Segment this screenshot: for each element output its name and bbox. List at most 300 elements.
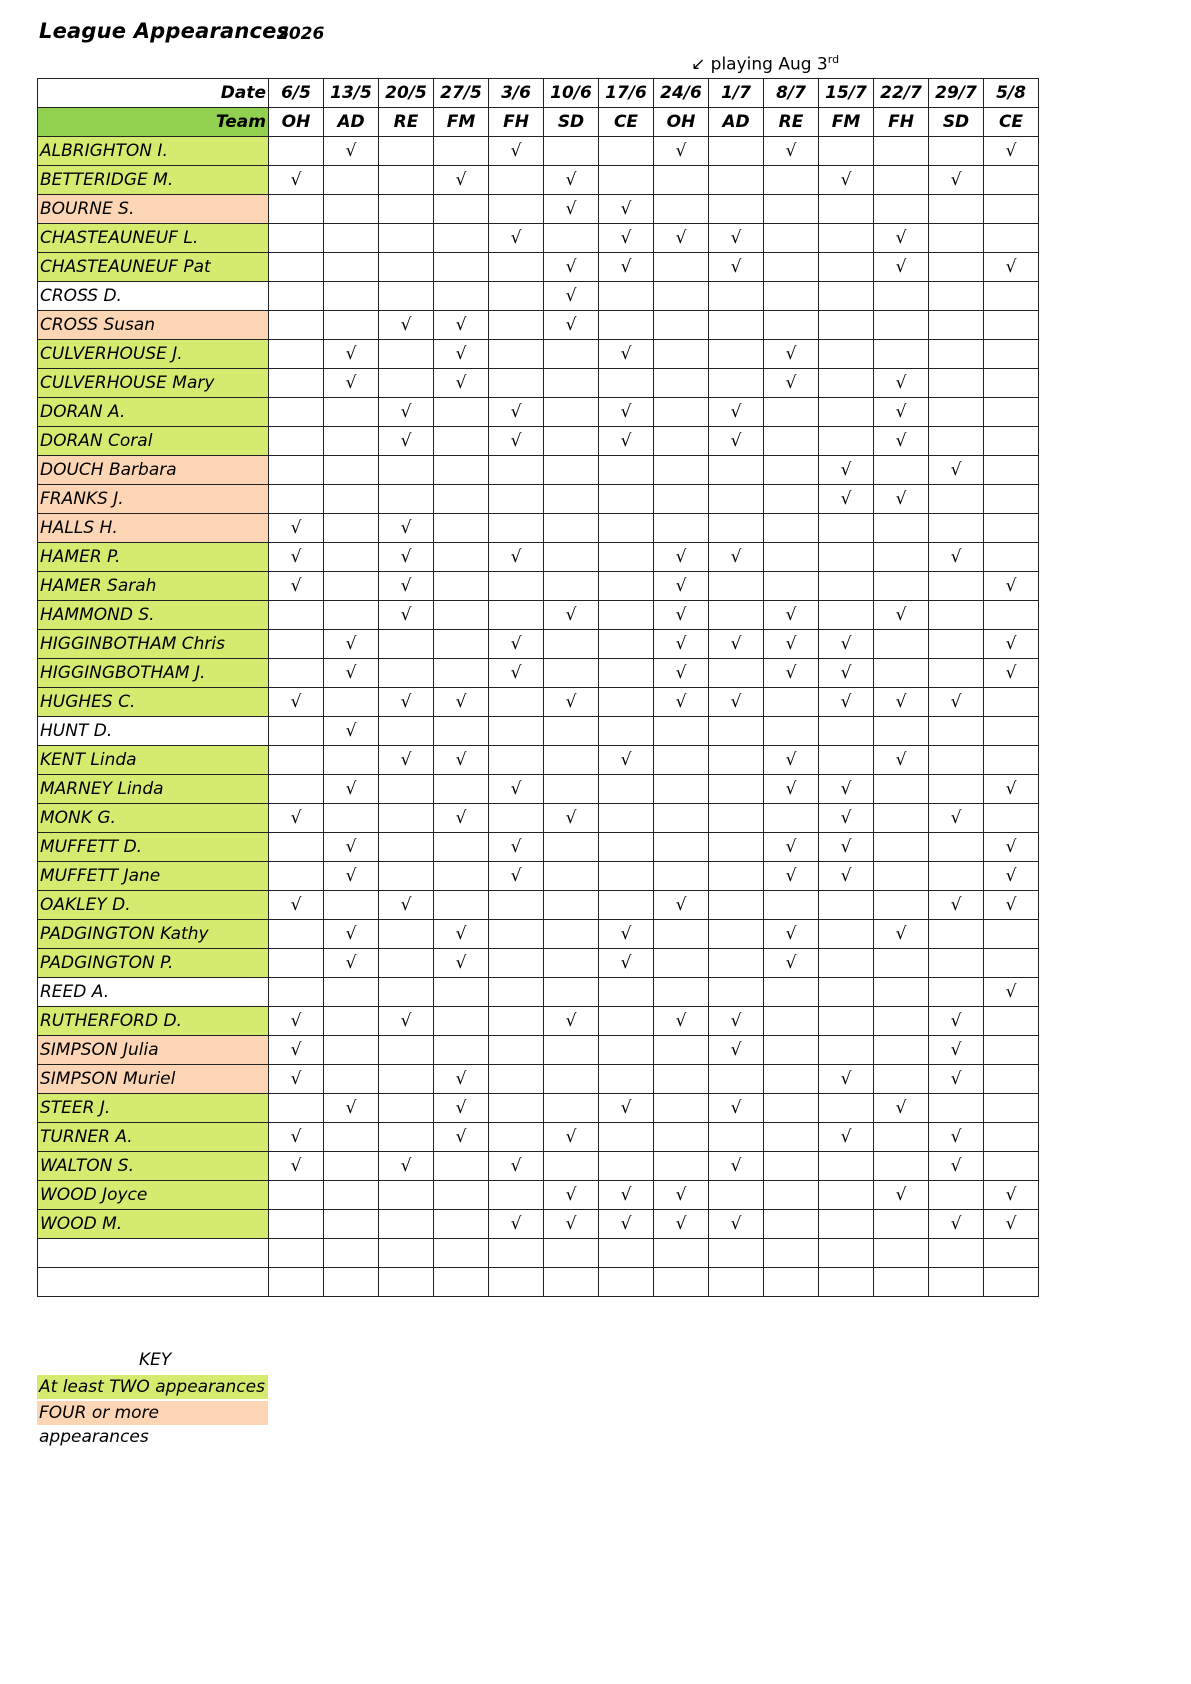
- appearance-tick: √: [929, 456, 984, 485]
- appearance-cell: [544, 427, 599, 456]
- appearance-cell: [709, 195, 764, 224]
- appearance-cell: [379, 1123, 434, 1152]
- appearance-cell: [929, 311, 984, 340]
- appearance-tick: √: [324, 717, 379, 746]
- player-name: MUFFETT Jane: [38, 862, 269, 891]
- appearance-tick: √: [654, 1181, 709, 1210]
- appearance-cell: [874, 804, 929, 833]
- appearance-cell: [269, 369, 324, 398]
- appearance-cell: [269, 340, 324, 369]
- appearance-tick: √: [819, 862, 874, 891]
- date-header-cell: 6/5: [269, 79, 324, 108]
- appearance-cell: [379, 1210, 434, 1239]
- appearance-cell: [489, 1239, 544, 1268]
- appearance-tick: √: [709, 224, 764, 253]
- player-name: MUFFETT D.: [38, 833, 269, 862]
- appearance-cell: [599, 891, 654, 920]
- appearance-tick: √: [599, 398, 654, 427]
- appearance-cell: [324, 253, 379, 282]
- player-name: HUGHES C.: [38, 688, 269, 717]
- appearance-cell: [819, 224, 874, 253]
- appearance-cell: [764, 1181, 819, 1210]
- team-header-cell: FM: [434, 108, 489, 137]
- appearance-cell: [269, 717, 324, 746]
- appearance-cell: [874, 862, 929, 891]
- appearance-cell: [984, 224, 1039, 253]
- appearance-tick: √: [544, 282, 599, 311]
- player-row: [38, 920, 1039, 949]
- appearance-tick: √: [984, 137, 1039, 166]
- appearance-cell: [324, 456, 379, 485]
- appearance-tick: √: [489, 659, 544, 688]
- appearance-cell: [874, 340, 929, 369]
- date-header-cell: 10/6: [544, 79, 599, 108]
- player-name: DOUCH Barbara: [38, 456, 269, 485]
- appearance-tick: √: [379, 688, 434, 717]
- appearance-cell: [709, 775, 764, 804]
- appearance-cell: [324, 1036, 379, 1065]
- appearance-cell: [654, 456, 709, 485]
- appearance-cell: [929, 224, 984, 253]
- appearance-cell: [874, 195, 929, 224]
- player-name: TURNER A.: [38, 1123, 269, 1152]
- appearance-cell: [324, 224, 379, 253]
- appearance-cell: [654, 427, 709, 456]
- appearance-tick: √: [764, 949, 819, 978]
- appearance-cell: [544, 775, 599, 804]
- player-name: DORAN A.: [38, 398, 269, 427]
- appearance-tick: √: [654, 572, 709, 601]
- appearance-tick: √: [874, 920, 929, 949]
- appearance-cell: [874, 949, 929, 978]
- appearance-tick: √: [764, 369, 819, 398]
- appearance-cell: [489, 1181, 544, 1210]
- appearance-cell: [544, 572, 599, 601]
- appearance-cell: [874, 1268, 929, 1297]
- appearance-tick: √: [599, 195, 654, 224]
- appearance-tick: √: [709, 630, 764, 659]
- appearance-tick: √: [489, 775, 544, 804]
- appearance-cell: [984, 456, 1039, 485]
- appearance-cell: [984, 427, 1039, 456]
- appearance-tick: √: [654, 137, 709, 166]
- player-row: [38, 1152, 1039, 1181]
- appearance-tick: √: [709, 543, 764, 572]
- appearance-tick: √: [489, 1210, 544, 1239]
- appearance-cell: [379, 630, 434, 659]
- appearance-cell: [654, 1036, 709, 1065]
- appearance-cell: [379, 949, 434, 978]
- appearance-cell: [324, 485, 379, 514]
- player-row: [38, 630, 1039, 659]
- appearance-cell: [764, 166, 819, 195]
- appearance-tick: √: [654, 224, 709, 253]
- player-name: WOOD M.: [38, 1210, 269, 1239]
- appearance-tick: √: [984, 630, 1039, 659]
- appearance-cell: [819, 514, 874, 543]
- appearance-cell: [984, 920, 1039, 949]
- appearance-cell: [764, 1239, 819, 1268]
- appearance-cell: [819, 340, 874, 369]
- date-header-cell: 20/5: [379, 79, 434, 108]
- appearance-tick: √: [764, 601, 819, 630]
- appearance-tick: √: [269, 572, 324, 601]
- appearance-cell: [269, 1094, 324, 1123]
- appearance-tick: √: [434, 340, 489, 369]
- appearance-cell: [929, 572, 984, 601]
- appearance-cell: [819, 1181, 874, 1210]
- appearance-cell: [819, 572, 874, 601]
- appearance-cell: [599, 1036, 654, 1065]
- appearance-cell: [434, 572, 489, 601]
- date-header-cell: 24/6: [654, 79, 709, 108]
- appearance-cell: [819, 949, 874, 978]
- appearance-cell: [764, 1152, 819, 1181]
- date-header-cell: 29/7: [929, 79, 984, 108]
- appearance-tick: √: [544, 804, 599, 833]
- date-header-row: [38, 79, 1039, 108]
- appearance-cell: [489, 601, 544, 630]
- appearance-tick: √: [599, 1094, 654, 1123]
- appearance-cell: [489, 195, 544, 224]
- appearance-tick: √: [599, 949, 654, 978]
- appearance-tick: √: [434, 949, 489, 978]
- appearance-cell: [984, 717, 1039, 746]
- appearance-cell: [379, 1181, 434, 1210]
- appearance-cell: [929, 949, 984, 978]
- player-row: [38, 1268, 1039, 1297]
- date-header-cell: 13/5: [324, 79, 379, 108]
- appearance-cell: [654, 1094, 709, 1123]
- appearance-cell: [984, 601, 1039, 630]
- appearance-cell: [324, 804, 379, 833]
- appearance-cell: [709, 891, 764, 920]
- appearance-cell: [489, 717, 544, 746]
- appearance-tick: √: [929, 1123, 984, 1152]
- player-row: [38, 137, 1039, 166]
- appearance-cell: [324, 427, 379, 456]
- appearance-cell: [819, 398, 874, 427]
- appearance-cell: [764, 485, 819, 514]
- appearance-cell: [874, 833, 929, 862]
- appearance-cell: [544, 369, 599, 398]
- appearance-cell: [324, 1007, 379, 1036]
- player-row: [38, 688, 1039, 717]
- appearance-tick: √: [489, 398, 544, 427]
- appearance-cell: [654, 195, 709, 224]
- appearance-tick: √: [764, 833, 819, 862]
- appearance-cell: [764, 195, 819, 224]
- appearance-cell: [984, 688, 1039, 717]
- player-name: SIMPSON Muriel: [38, 1065, 269, 1094]
- appearance-cell: [489, 891, 544, 920]
- appearance-cell: [929, 717, 984, 746]
- player-name: PADGINGTON P.: [38, 949, 269, 978]
- team-header-cell: RE: [764, 108, 819, 137]
- appearance-cell: [764, 514, 819, 543]
- appearance-cell: [379, 862, 434, 891]
- appearance-cell: [874, 1123, 929, 1152]
- appearance-cell: [984, 1065, 1039, 1094]
- appearance-cell: [984, 1152, 1039, 1181]
- appearance-cell: [984, 949, 1039, 978]
- appearance-cell: [324, 311, 379, 340]
- appearance-cell: [929, 862, 984, 891]
- appearance-cell: [654, 920, 709, 949]
- team-header-cell: SD: [544, 108, 599, 137]
- appearance-tick: √: [544, 1181, 599, 1210]
- appearance-tick: √: [544, 1210, 599, 1239]
- appearance-cell: [544, 717, 599, 746]
- appearance-cell: [599, 1123, 654, 1152]
- appearance-cell: [709, 717, 764, 746]
- appearance-cell: [709, 659, 764, 688]
- appearance-tick: √: [379, 427, 434, 456]
- appearance-cell: [434, 659, 489, 688]
- appearance-cell: [269, 630, 324, 659]
- appearance-cell: [764, 978, 819, 1007]
- key-four-plus: FOUR or more appearances: [37, 1401, 268, 1425]
- appearance-cell: [434, 1152, 489, 1181]
- appearance-cell: [709, 572, 764, 601]
- appearance-cell: [269, 311, 324, 340]
- appearances-table: [37, 78, 1039, 1297]
- appearance-tick: √: [929, 688, 984, 717]
- appearance-cell: [599, 630, 654, 659]
- appearance-tick: √: [819, 456, 874, 485]
- appearance-tick: √: [599, 1210, 654, 1239]
- team-header-cell: CE: [984, 108, 1039, 137]
- player-row: [38, 1007, 1039, 1036]
- appearance-cell: [929, 601, 984, 630]
- appearance-cell: [929, 485, 984, 514]
- player-name: WALTON S.: [38, 1152, 269, 1181]
- appearance-cell: [984, 1123, 1039, 1152]
- date-header-cell: 8/7: [764, 79, 819, 108]
- appearance-cell: [379, 195, 434, 224]
- appearance-cell: [599, 978, 654, 1007]
- appearance-cell: [489, 166, 544, 195]
- appearance-cell: [324, 1123, 379, 1152]
- appearance-cell: [819, 717, 874, 746]
- appearance-tick: √: [764, 659, 819, 688]
- player-name: HALLS H.: [38, 514, 269, 543]
- appearance-cell: [654, 369, 709, 398]
- appearance-tick: √: [434, 746, 489, 775]
- appearance-cell: [544, 224, 599, 253]
- player-name: PADGINGTON Kathy: [38, 920, 269, 949]
- team-header-cell: CE: [599, 108, 654, 137]
- appearance-tick: √: [269, 1065, 324, 1094]
- appearance-tick: √: [764, 137, 819, 166]
- appearance-cell: [709, 1065, 764, 1094]
- appearance-cell: [984, 340, 1039, 369]
- team-header-cell: FH: [489, 108, 544, 137]
- appearance-tick: √: [654, 543, 709, 572]
- appearance-cell: [709, 456, 764, 485]
- appearance-cell: [764, 1036, 819, 1065]
- player-name: HAMER Sarah: [38, 572, 269, 601]
- team-header-cell: FH: [874, 108, 929, 137]
- player-name: DORAN Coral: [38, 427, 269, 456]
- appearance-cell: [654, 1123, 709, 1152]
- appearance-cell: [599, 601, 654, 630]
- appearance-cell: [709, 920, 764, 949]
- appearance-cell: [379, 369, 434, 398]
- appearance-cell: [324, 1239, 379, 1268]
- appearance-tick: √: [929, 1152, 984, 1181]
- appearance-tick: √: [764, 920, 819, 949]
- appearance-tick: √: [819, 688, 874, 717]
- appearance-cell: [819, 1152, 874, 1181]
- appearance-tick: √: [269, 1007, 324, 1036]
- appearance-cell: [654, 804, 709, 833]
- appearance-cell: [709, 369, 764, 398]
- appearance-tick: √: [984, 891, 1039, 920]
- appearance-cell: [819, 978, 874, 1007]
- appearance-cell: [434, 195, 489, 224]
- appearance-tick: √: [489, 833, 544, 862]
- appearance-tick: √: [984, 862, 1039, 891]
- appearance-cell: [984, 166, 1039, 195]
- player-name: HAMMOND S.: [38, 601, 269, 630]
- appearance-cell: [654, 398, 709, 427]
- appearance-cell: [819, 891, 874, 920]
- appearance-cell: [709, 514, 764, 543]
- appearance-tick: √: [544, 311, 599, 340]
- appearance-cell: [874, 282, 929, 311]
- appearance-cell: [819, 746, 874, 775]
- appearance-cell: [434, 1210, 489, 1239]
- appearance-cell: [599, 862, 654, 891]
- appearance-cell: [654, 746, 709, 775]
- appearance-cell: [269, 775, 324, 804]
- appearance-cell: [379, 137, 434, 166]
- appearance-tick: √: [324, 920, 379, 949]
- appearance-cell: [324, 195, 379, 224]
- appearance-cell: [544, 514, 599, 543]
- appearance-cell: [434, 282, 489, 311]
- appearance-tick: √: [764, 630, 819, 659]
- appearance-cell: [544, 137, 599, 166]
- appearance-cell: [269, 456, 324, 485]
- appearance-tick: √: [324, 775, 379, 804]
- player-row: [38, 311, 1039, 340]
- team-header-cell: SD: [929, 108, 984, 137]
- appearance-tick: √: [709, 1210, 764, 1239]
- appearance-cell: [379, 224, 434, 253]
- player-row: [38, 1094, 1039, 1123]
- appearance-cell: [764, 717, 819, 746]
- appearance-cell: [874, 311, 929, 340]
- player-name: ALBRIGHTON I.: [38, 137, 269, 166]
- appearance-tick: √: [324, 862, 379, 891]
- player-row: [38, 891, 1039, 920]
- appearance-cell: [599, 311, 654, 340]
- appearance-tick: √: [544, 601, 599, 630]
- appearance-tick: √: [379, 514, 434, 543]
- player-name: SIMPSON Julia: [38, 1036, 269, 1065]
- appearance-tick: √: [434, 688, 489, 717]
- appearance-cell: [599, 1268, 654, 1297]
- appearance-cell: [819, 1007, 874, 1036]
- appearance-tick: √: [489, 862, 544, 891]
- player-row: [38, 775, 1039, 804]
- player-name: REED A.: [38, 978, 269, 1007]
- appearance-cell: [379, 485, 434, 514]
- appearance-tick: √: [379, 543, 434, 572]
- team-header-row: [38, 108, 1039, 137]
- appearance-cell: [379, 1239, 434, 1268]
- appearance-tick: √: [764, 746, 819, 775]
- appearance-cell: [434, 514, 489, 543]
- appearance-tick: √: [929, 1036, 984, 1065]
- appearance-tick: √: [269, 688, 324, 717]
- appearance-cell: [599, 775, 654, 804]
- date-header-cell: 17/6: [599, 79, 654, 108]
- appearance-cell: [434, 456, 489, 485]
- appearance-cell: [599, 166, 654, 195]
- appearance-cell: [269, 398, 324, 427]
- appearance-cell: [544, 340, 599, 369]
- appearance-cell: [654, 166, 709, 195]
- appearance-tick: √: [379, 1007, 434, 1036]
- appearance-cell: [489, 311, 544, 340]
- appearance-cell: [379, 1268, 434, 1297]
- appearance-tick: √: [324, 833, 379, 862]
- appearance-tick: √: [544, 195, 599, 224]
- appearance-cell: [874, 659, 929, 688]
- appearance-tick: √: [544, 688, 599, 717]
- player-row: [38, 659, 1039, 688]
- appearance-cell: [489, 340, 544, 369]
- player-row: [38, 340, 1039, 369]
- appearance-cell: [489, 688, 544, 717]
- player-name: CULVERHOUSE J.: [38, 340, 269, 369]
- appearance-cell: [764, 427, 819, 456]
- appearance-cell: [489, 1007, 544, 1036]
- appearance-cell: [599, 514, 654, 543]
- team-header-cell: FM: [819, 108, 874, 137]
- appearance-cell: [709, 340, 764, 369]
- appearance-cell: [434, 717, 489, 746]
- appearance-cell: [984, 311, 1039, 340]
- appearance-tick: √: [324, 949, 379, 978]
- appearance-tick: √: [709, 1152, 764, 1181]
- appearance-cell: [874, 1210, 929, 1239]
- appearance-cell: [434, 833, 489, 862]
- appearance-cell: [764, 1094, 819, 1123]
- appearance-tick: √: [269, 514, 324, 543]
- appearance-cell: [544, 398, 599, 427]
- appearance-cell: [764, 1007, 819, 1036]
- appearance-tick: √: [764, 340, 819, 369]
- appearance-cell: [929, 1094, 984, 1123]
- appearance-cell: [269, 1210, 324, 1239]
- appearance-tick: √: [379, 572, 434, 601]
- appearance-tick: √: [929, 891, 984, 920]
- appearance-cell: [599, 543, 654, 572]
- appearance-cell: [929, 630, 984, 659]
- appearance-cell: [269, 282, 324, 311]
- appearance-cell: [874, 1239, 929, 1268]
- player-row: [38, 253, 1039, 282]
- date-label: Date: [38, 79, 269, 108]
- player-row: [38, 456, 1039, 485]
- appearance-cell: [434, 862, 489, 891]
- appearance-tick: √: [269, 1123, 324, 1152]
- player-row: [38, 195, 1039, 224]
